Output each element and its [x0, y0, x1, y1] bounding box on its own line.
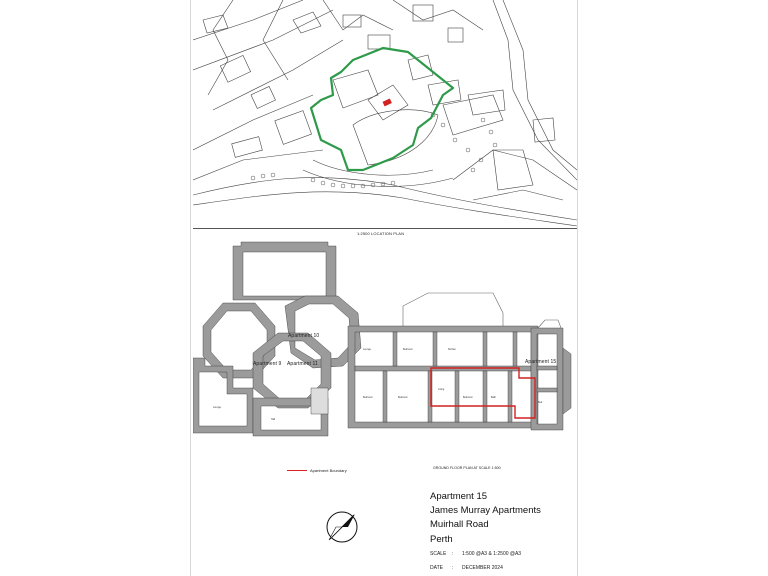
- date-key: DATE: [430, 565, 443, 571]
- svg-text:Lounge: Lounge: [213, 406, 221, 409]
- svg-text:Bedroom: Bedroom: [398, 396, 408, 399]
- apartment-boundary-legend-line: [287, 470, 307, 471]
- north-arrow-icon: [322, 507, 362, 547]
- scale-value: 1:500 @A3 & 1:2500 @A3: [462, 551, 522, 557]
- title-building: James Murray Apartments: [430, 505, 541, 517]
- apartment-9-label: Apartment 9: [253, 361, 282, 367]
- svg-text:Lounge: Lounge: [363, 348, 371, 351]
- floor-plan-caption: GROUND FLOOR PLAN AT SCALE 1:500: [433, 466, 501, 470]
- svg-text:Bath: Bath: [491, 396, 496, 399]
- svg-text:Living: Living: [438, 388, 445, 391]
- legend-label: Apartment Boundary: [310, 468, 347, 473]
- scale-row: [430, 551, 521, 557]
- location-plan-map: [193, 0, 577, 229]
- scale-separator: :: [452, 551, 454, 557]
- apartment-15-label: Apartment 15: [525, 359, 557, 365]
- title-block: [430, 490, 570, 547]
- scale-key: SCALE: [430, 551, 447, 557]
- location-plan-caption: 1:2500 LOCATION PLAN: [357, 231, 405, 236]
- svg-text:Hall: Hall: [271, 418, 276, 421]
- title-apartment: Apartment 15: [430, 491, 488, 502]
- location-plan-drawing: [193, 0, 577, 228]
- title-town: Perth: [430, 533, 453, 545]
- svg-text:Bedroom: Bedroom: [463, 396, 473, 399]
- date-separator: :: [452, 565, 454, 571]
- ground-floor-plan: [193, 238, 577, 438]
- svg-text:Bedroom: Bedroom: [363, 396, 373, 399]
- date-value: DECEMBER 2024: [462, 565, 503, 571]
- svg-text:Kitchen: Kitchen: [448, 348, 456, 351]
- date-row: [430, 565, 503, 571]
- svg-text:Bedroom: Bedroom: [403, 348, 413, 351]
- svg-text:Bed: Bed: [538, 401, 543, 404]
- floor-plan-drawing: [193, 238, 577, 438]
- apartment-11-label: Apartment 11: [287, 361, 318, 367]
- title-street: Muirhall Road: [430, 519, 489, 531]
- apartment-10-label: Apartment 10: [288, 333, 320, 339]
